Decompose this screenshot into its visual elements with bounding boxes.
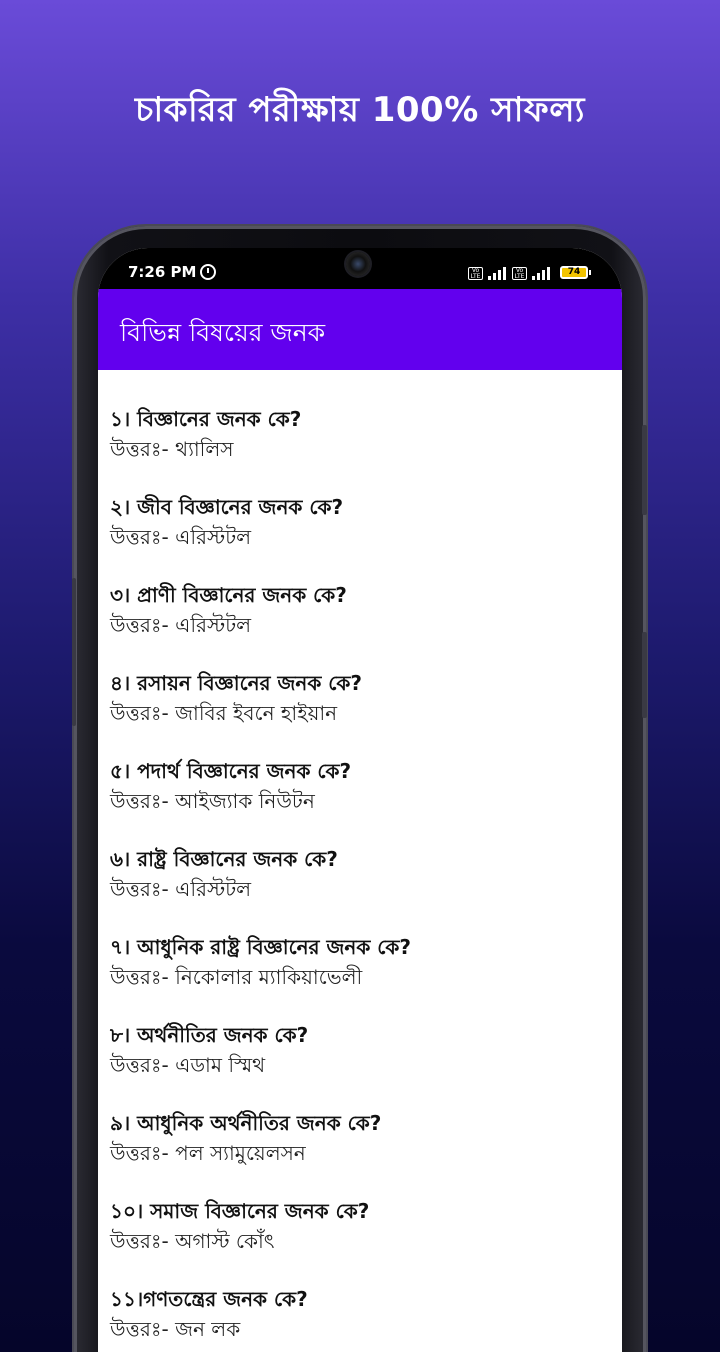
status-bar (98, 248, 622, 289)
question-text: ৮। অর্থনীতির জনক কে? (110, 1023, 309, 1047)
status-time: 7:26 PM (128, 263, 197, 281)
volte-badge-1: Vo LTE (468, 267, 483, 280)
app-bar (98, 289, 622, 370)
question-text: ৩। প্রাণী বিজ্ঞানের জনক কে? (110, 583, 347, 607)
list-item (110, 668, 610, 756)
question-text: ২। জীব বিজ্ঞানের জনক কে? (110, 495, 344, 519)
question-text: ৪। রসায়ন বিজ্ঞানের জনক কে? (110, 671, 363, 695)
answer-text: উত্তরঃ- নিকোলার ম্যাকিয়াভেলী (110, 965, 363, 989)
battery-icon: 74 (560, 266, 588, 279)
answer-text: উত্তরঃ- থ্যালিস (110, 437, 234, 461)
answer-text: উত্তরঃ- জাবির ইবনে হাইয়ান (110, 701, 338, 725)
sim2-signal-icon (512, 266, 550, 280)
list-item (110, 756, 610, 844)
phone-volume-button (642, 632, 647, 718)
promo-headline: চাকরির পরীক্ষায় 100% সাফল্য (135, 90, 585, 130)
phone-left-button (72, 578, 76, 726)
answer-text: উত্তরঃ- এরিস্টটল (110, 613, 252, 637)
list-item (110, 844, 610, 932)
question-text: ১১।গণতন্ত্রের জনক কে? (110, 1287, 308, 1311)
question-text: ৭। আধুনিক রাষ্ট্র বিজ্ঞানের জনক কে? (110, 935, 412, 959)
list-item (110, 1196, 610, 1284)
front-camera-icon (346, 252, 370, 276)
alarm-clock-icon (200, 264, 216, 280)
question-text: ৫। পদার্থ বিজ্ঞানের জনক কে? (110, 759, 352, 783)
volte-badge-2: Vo LTE (512, 267, 527, 280)
question-text: ১। বিজ্ঞানের জনক কে? (110, 407, 302, 431)
sim1-signal-icon (468, 266, 506, 280)
list-item (110, 404, 610, 492)
phone-screen (98, 248, 622, 1352)
list-item (110, 1108, 610, 1196)
question-text: ৬। রাষ্ট্র বিজ্ঞানের জনক কে? (110, 847, 338, 871)
answer-text: উত্তরঃ- এরিস্টটল (110, 525, 252, 549)
answer-text: উত্তরঃ- অগাস্ট কোঁৎ (110, 1229, 275, 1253)
list-item (110, 932, 610, 1020)
answer-text: উত্তরঃ- আইজ্যাক নিউটন (110, 789, 315, 813)
answer-text: উত্তরঃ- জন লক (110, 1317, 241, 1341)
answer-text: উত্তরঃ- এরিস্টটল (110, 877, 252, 901)
list-item (110, 492, 610, 580)
list-item (110, 580, 610, 668)
question-text: ১০। সমাজ বিজ্ঞানের জনক কে? (110, 1199, 370, 1223)
qa-list[interactable] (110, 404, 610, 1352)
answer-text: উত্তরঃ- পল স্যামুয়েলসন (110, 1141, 306, 1165)
answer-text: উত্তরঃ- এডাম স্মিথ (110, 1053, 266, 1077)
phone-power-button (642, 425, 647, 515)
app-bar-title: বিভিন্ন বিষয়ের জনক (120, 318, 326, 347)
list-item (110, 1020, 610, 1108)
list-item (110, 1284, 610, 1352)
question-text: ৯। আধুনিক অর্থনীতির জনক কে? (110, 1111, 382, 1135)
